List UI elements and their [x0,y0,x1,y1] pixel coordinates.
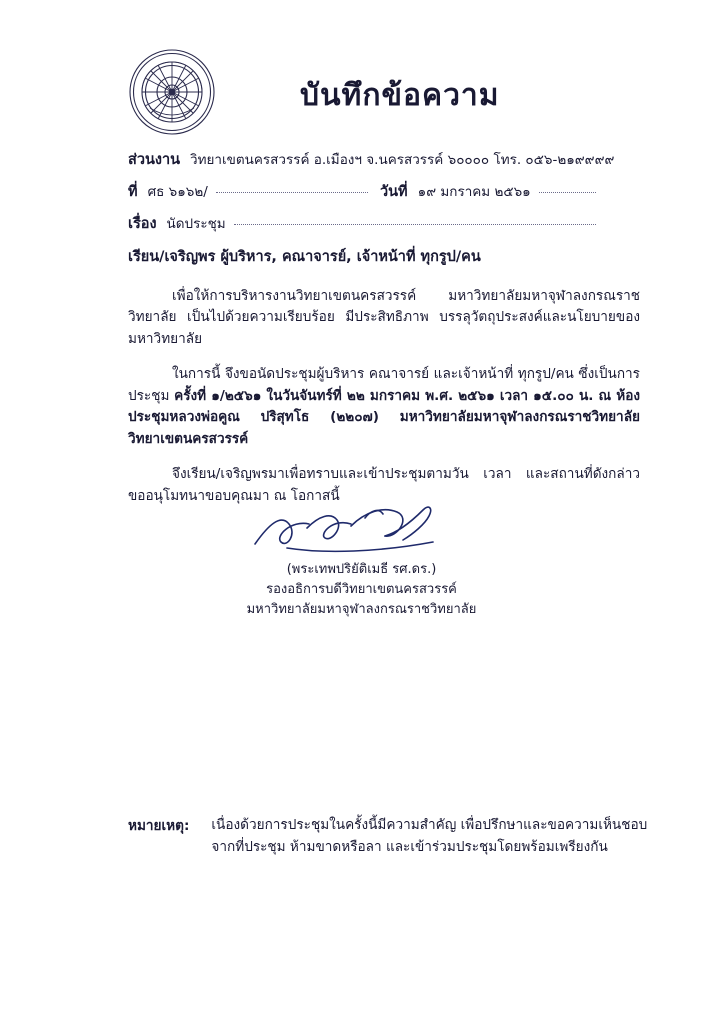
field-doc-number [128,180,368,203]
salutation: เรียน/เจริญพร ผู้บริหาร, คณาจารย์, เจ้าหน้าที่ ทุกรูป/คน [128,249,481,265]
paragraph-2 [128,364,640,450]
signature-organization: มหาวิทยาลัยมหาจุฬาลงกรณราชวิทยาลัย [246,602,477,618]
document-header [0,0,723,130]
paragraph-1 [128,286,640,350]
footnote-text [211,814,647,858]
field-doc-number-dotted-line [216,192,368,193]
footnote-line-2: จากที่ประชุม ห้ามขาดหรือลา และเข้าร่วมประชุมโดยพร้อมเพรียงกัน [211,839,608,856]
paragraph-1-text: เพื่อให้การบริหารงานวิทยาเขตนครสวรรค์ มหาวิทยาลัยมหาจุฬาลงกรณราชวิทยาลัย เป็นไปด้วยความเรียบร้อย มีประสิทธิภาพ บรรลุวัตถุประสงค์และนโยบายของมหาวิทยาลัย [128,288,640,347]
footnote-label: หมายเหตุ: [128,818,190,834]
field-section-value: วิทยาเขตนครสวรรค์ อ.เมืองฯ จ.นครสวรรค์ ๖๐๐๐๐ โทร. ๐๕๖-๒๑๙๙๙๙ [190,152,615,168]
document-body [128,286,640,521]
field-section-label: ส่วนงาน [128,152,181,168]
field-doc-number-value: ศธ ๖๑๖๒/ [147,184,208,200]
handwritten-signature [0,498,723,560]
field-doc-number-label: ที่ [128,184,138,200]
footnote-line-1: เนื่องด้วยการประชุมในครั้งนี้มีความสำคัญ เพื่อปรึกษาและขอความเห็นชอบ [211,817,648,833]
signature-position: รองอธิการบดีวิทยาเขตนครสวรรค์ [266,582,457,598]
field-date-dotted-line [539,192,596,193]
footnote [128,814,648,858]
field-subject [128,212,596,235]
mcu-emblem-icon [128,48,216,136]
paragraph-3-text: จึงเรียน/เจริญพรมาเพื่อทราบและเข้าประชุมตามวัน เวลา และสถานที่ดังกล่าว ขออนุโมทนาขอบคุณมา ณ โอกาสนี้ [128,466,640,504]
field-subject-value: นัดประชุม [166,216,226,232]
signature-block [0,498,723,620]
field-date-label: วันที่ [380,184,408,200]
paragraph-2-emphasis: ครั้งที่ ๑/๒๕๖๑ ในวันจันทร์ที่ ๒๒ มกราคม พ.ศ. ๒๕๖๑ เวลา ๑๕.๐๐ น. ณ ห้องประชุมหลวงพ่อคูณ ปริสุทโธ (๒๒๐๗) มหาวิทยาลัยมหาจุฬาลงกรณราชวิทยาลัย วิทยาเขตนครสวรรค์ [128,387,640,447]
field-section [128,148,615,171]
field-date-value: ๑๙ มกราคม ๒๕๖๑ [417,184,531,200]
signature-name: (พระเทพปริยัติเมธี รศ.ดร.) [286,562,437,577]
field-subject-label: เรื่อง [128,216,157,232]
paragraph-2-text: ในการนี้ จึงขอนัดประชุมผู้บริหาร คณาจารย์ และเจ้าหน้าที่ ทุกรูป/คน ซึ่งเป็นการประชุม [128,366,640,404]
field-date [380,180,596,203]
field-subject-dotted-line [234,224,596,225]
page-title: บันทึกข้อความ [300,78,500,113]
